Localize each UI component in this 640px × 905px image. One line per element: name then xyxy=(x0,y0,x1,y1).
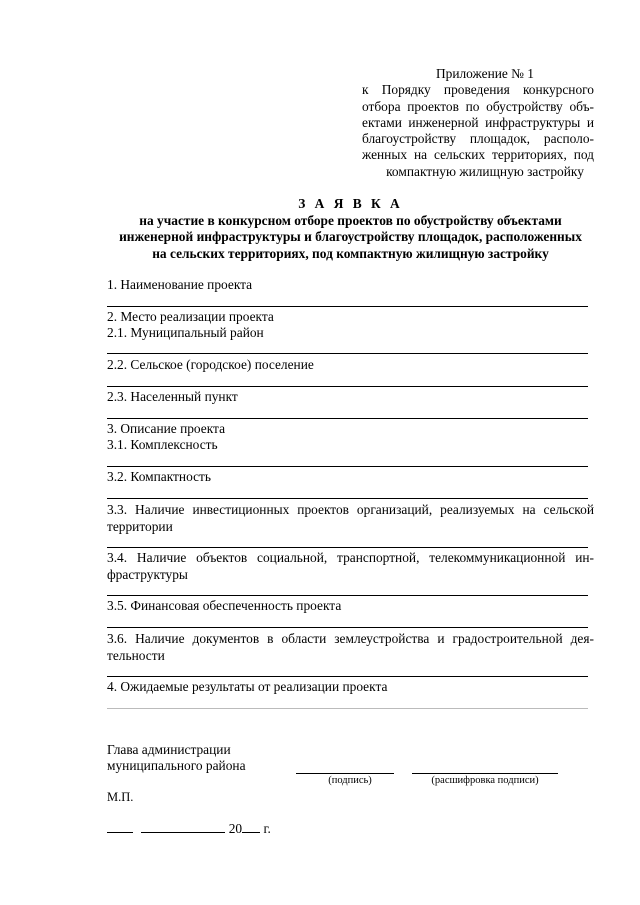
signature-decoding-line[interactable] xyxy=(412,773,558,774)
position-title-line2: муниципального района xyxy=(107,758,246,773)
stamp-mark: М.П. xyxy=(107,790,134,804)
field-label-land-documents xyxy=(107,631,594,664)
land-documents-line2: тельности xyxy=(107,647,165,663)
field-label-district: 2.1. Муниципальный район xyxy=(107,325,264,340)
subtitle-line: на сельских территориях, под компактную жилищную застройку xyxy=(152,245,549,261)
field-label-financing: 3.5. Финансовая обеспеченность проекта xyxy=(107,598,342,613)
compactness-line[interactable] xyxy=(107,498,588,499)
appendix-line: отбора проектов по обустройству объ- xyxy=(362,98,594,114)
document-title: З А Я В К А xyxy=(298,196,403,211)
project-name-line[interactable] xyxy=(107,306,588,307)
signature-caption: (подпись) xyxy=(328,775,372,786)
appendix-line: благоустройству площадок, располо- xyxy=(362,131,594,147)
expected-results-line[interactable] xyxy=(107,708,588,709)
infrastructure-line2: фраструктуры xyxy=(107,566,188,582)
investment-projects-line2: территории xyxy=(107,518,173,534)
subtitle-line: на участие в конкурсном отборе проектов по обустройству объектами xyxy=(139,212,562,228)
appendix-title: Приложение № 1 xyxy=(435,66,535,81)
signature-decoding-caption: (расшифровка подписи) xyxy=(431,775,539,786)
investment-projects-line1: 3.3. Наличие инвестиционных проектов организаций, реализуемых на сельской xyxy=(107,502,594,517)
field-label-expected-results: 4. Ожидаемые результаты от реализации проекта xyxy=(107,679,388,694)
district-line[interactable] xyxy=(107,353,588,354)
signature-line[interactable] xyxy=(296,773,394,774)
year-suffix: г. xyxy=(263,821,271,836)
appendix-block xyxy=(362,66,594,180)
year-prefix: 20 xyxy=(228,821,243,836)
date-row xyxy=(107,821,271,837)
financing-line[interactable] xyxy=(107,627,588,628)
date-year-field[interactable] xyxy=(242,821,260,833)
appendix-line: женных на сельских территориях, под xyxy=(362,147,594,163)
complexity-line[interactable] xyxy=(107,466,588,467)
field-label-location: 2. Место реализации проекта xyxy=(107,309,274,324)
field-label-infrastructure xyxy=(107,550,594,583)
investment-projects-line[interactable] xyxy=(107,547,588,548)
appendix-line: к Порядку проведения конкурсного xyxy=(362,82,594,98)
infrastructure-line1: 3.4. Наличие объектов социальной, транспортной, телекоммуникационной ин- xyxy=(107,550,594,565)
field-label-description: 3. Описание проекта xyxy=(107,421,226,436)
appendix-line: ектами инженерной инфраструктуры и xyxy=(362,114,594,130)
field-label-locality: 2.3. Населенный пункт xyxy=(107,389,238,404)
application-heading xyxy=(107,196,594,262)
date-month-field[interactable] xyxy=(141,821,225,833)
appendix-line: компактную жилищную застройку xyxy=(386,163,584,179)
land-documents-line1: 3.6. Наличие документов в области землеустройства и градостроительной дея- xyxy=(107,631,594,646)
field-label-settlement: 2.2. Сельское (городское) поселение xyxy=(107,357,314,372)
land-documents-line[interactable] xyxy=(107,676,588,677)
position-title-line1: Глава администрации xyxy=(107,742,231,757)
settlement-line[interactable] xyxy=(107,386,588,387)
infrastructure-line[interactable] xyxy=(107,595,588,596)
locality-line[interactable] xyxy=(107,418,588,419)
date-day-field[interactable] xyxy=(107,821,133,833)
subtitle-line: инженерной инфраструктуры и благоустройству площадок, расположенных xyxy=(119,229,582,244)
field-label-complexity: 3.1. Комплексность xyxy=(107,437,218,452)
field-label-project-name: 1. Наименование проекта xyxy=(107,277,253,292)
field-label-investment-projects xyxy=(107,502,594,535)
field-label-compactness: 3.2. Компактность xyxy=(107,469,211,484)
